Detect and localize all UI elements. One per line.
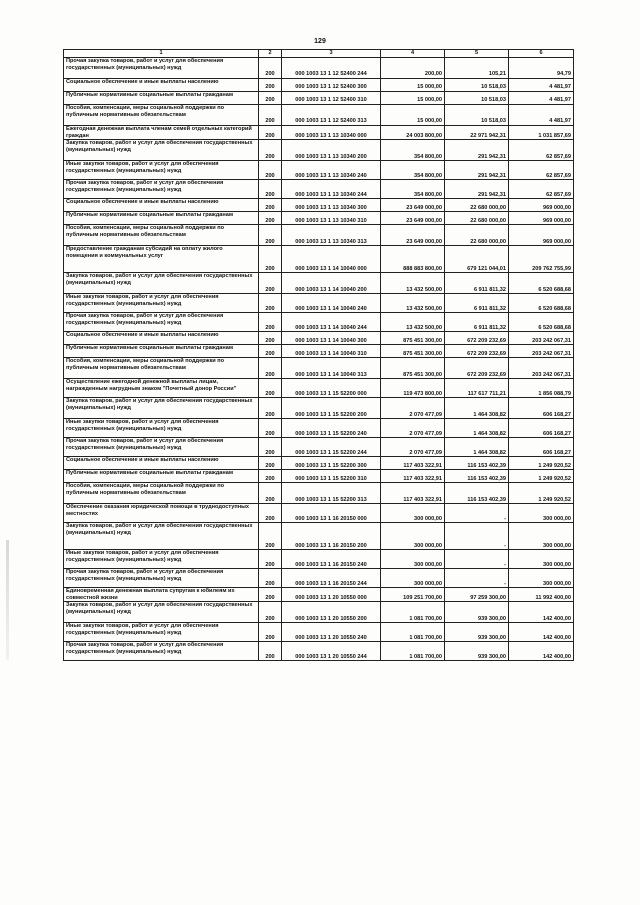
row-executed-cell: 116 153 402,39	[445, 483, 509, 504]
row-name-cell: Иные закупки товаров, работ и услуг для обеспечения государственных (муниципальных) нужд	[64, 623, 259, 642]
row-remaining-cell: 209 762 755,99	[509, 246, 574, 273]
table-row	[64, 470, 574, 483]
row-planned-cell: 13 432 500,00	[381, 313, 445, 332]
row-code-cell: 200	[259, 419, 282, 438]
row-name-cell: Единовременная денежная выплата супругам к юбилеям их совместной жизни	[64, 588, 259, 602]
header-cell: 1	[64, 50, 259, 58]
table-row	[64, 180, 574, 199]
row-code-cell: 200	[259, 483, 282, 504]
table-row	[64, 483, 574, 504]
row-remaining-cell: 1 249 920,52	[509, 457, 574, 470]
row-planned-cell: 2 070 477,09	[381, 419, 445, 438]
row-name-cell: Публичные нормативные социальные выплаты гражданам	[64, 92, 259, 105]
row-name-cell: Иные закупки товаров, работ и услуг для обеспечения государственных (муниципальных) нужд	[64, 419, 259, 438]
row-kbk-cell: 000 1003 13 1 15 52200 300	[282, 457, 381, 470]
row-remaining-cell: 4 481,97	[509, 105, 574, 126]
row-kbk-cell: 000 1003 13 1 13 10340 300	[282, 199, 381, 212]
row-executed-cell: 22 680 000,00	[445, 199, 509, 212]
row-executed-cell: -	[445, 504, 509, 523]
row-remaining-cell: 969 000,00	[509, 199, 574, 212]
row-kbk-cell: 000 1003 13 1 13 10340 313	[282, 225, 381, 246]
table-row	[64, 212, 574, 225]
row-remaining-cell: 6 520 688,68	[509, 313, 574, 332]
row-kbk-cell: 000 1003 13 1 15 52200 244	[282, 438, 381, 457]
row-planned-cell: 117 403 322,91	[381, 457, 445, 470]
header-cell: 5	[445, 50, 509, 58]
header-cell: 4	[381, 50, 445, 58]
row-planned-cell: 109 251 700,00	[381, 588, 445, 602]
row-name-cell: Иные закупки товаров, работ и услуг для обеспечения государственных (муниципальных) нужд	[64, 161, 259, 180]
row-kbk-cell: 000 1003 13 1 20 10550 000	[282, 588, 381, 602]
row-name-cell: Иные закупки товаров, работ и услуг для обеспечения государственных (муниципальных) нужд	[64, 294, 259, 313]
row-executed-cell: 291 942,31	[445, 140, 509, 161]
table-row	[64, 313, 574, 332]
row-executed-cell: 939 300,00	[445, 623, 509, 642]
row-kbk-cell: 000 1003 13 1 12 52400 300	[282, 79, 381, 92]
row-code-cell: 200	[259, 523, 282, 550]
row-planned-cell: 354 800,00	[381, 180, 445, 199]
row-kbk-cell: 000 1003 13 1 13 10340 310	[282, 212, 381, 225]
row-executed-cell: 97 259 300,00	[445, 588, 509, 602]
table-row	[64, 105, 574, 126]
row-planned-cell: 354 800,00	[381, 140, 445, 161]
table-row	[64, 457, 574, 470]
row-code-cell: 200	[259, 225, 282, 246]
row-remaining-cell: 606 168,27	[509, 438, 574, 457]
table-row	[64, 294, 574, 313]
row-planned-cell: 300 000,00	[381, 504, 445, 523]
row-executed-cell: 291 942,31	[445, 180, 509, 199]
row-executed-cell: 10 518,03	[445, 105, 509, 126]
row-remaining-cell: 1 249 920,52	[509, 483, 574, 504]
row-name-cell: Ежегодная денежная выплата членам семей отдельных категорий граждан	[64, 126, 259, 140]
row-code-cell: 200	[259, 92, 282, 105]
row-name-cell: Социальное обеспечение и иные выплаты населению	[64, 332, 259, 345]
row-code-cell: 200	[259, 105, 282, 126]
row-remaining-cell: 62 857,69	[509, 161, 574, 180]
table-row	[64, 379, 574, 398]
table-row	[64, 199, 574, 212]
row-code-cell: 200	[259, 332, 282, 345]
table-row	[64, 58, 574, 79]
row-code-cell: 200	[259, 457, 282, 470]
row-code-cell: 200	[259, 358, 282, 379]
row-code-cell: 200	[259, 313, 282, 332]
row-planned-cell: 15 000,00	[381, 92, 445, 105]
row-executed-cell: 116 153 402,39	[445, 457, 509, 470]
table-body	[64, 58, 574, 661]
row-planned-cell: 300 000,00	[381, 550, 445, 569]
table-row	[64, 504, 574, 523]
row-code-cell: 200	[259, 379, 282, 398]
row-executed-cell: 291 942,31	[445, 161, 509, 180]
row-planned-cell: 117 403 322,91	[381, 483, 445, 504]
row-executed-cell: 10 518,03	[445, 79, 509, 92]
row-planned-cell: 23 649 000,00	[381, 212, 445, 225]
row-remaining-cell: 1 031 857,69	[509, 126, 574, 140]
row-executed-cell: 672 209 232,69	[445, 358, 509, 379]
row-kbk-cell: 000 1003 13 1 13 10340 200	[282, 140, 381, 161]
row-kbk-cell: 000 1003 13 1 14 10040 313	[282, 358, 381, 379]
row-kbk-cell: 000 1003 13 1 20 10550 244	[282, 642, 381, 661]
row-name-cell: Прочая закупка товаров, работ и услуг для обеспечения государственных (муниципальных) нужд	[64, 569, 259, 588]
table-row	[64, 623, 574, 642]
row-name-cell: Прочая закупка товаров, работ и услуг для обеспечения государственных (муниципальных) нужд	[64, 438, 259, 457]
row-planned-cell: 200,00	[381, 58, 445, 79]
row-planned-cell: 354 800,00	[381, 161, 445, 180]
row-kbk-cell: 000 1003 13 1 16 20150 000	[282, 504, 381, 523]
row-name-cell: Социальное обеспечение и иные выплаты населению	[64, 79, 259, 92]
row-code-cell: 200	[259, 246, 282, 273]
row-remaining-cell: 142 400,00	[509, 642, 574, 661]
row-executed-cell: -	[445, 569, 509, 588]
row-kbk-cell: 000 1003 13 1 13 10340 244	[282, 180, 381, 199]
row-name-cell: Закупка товаров, работ и услуг для обеспечения государственных (муниципальных) нужд	[64, 523, 259, 550]
row-remaining-cell: 4 481,97	[509, 79, 574, 92]
row-remaining-cell: 6 520 688,68	[509, 294, 574, 313]
row-kbk-cell: 000 1003 13 1 14 10040 200	[282, 273, 381, 294]
row-executed-cell: 105,21	[445, 58, 509, 79]
row-planned-cell: 1 081 700,00	[381, 623, 445, 642]
row-remaining-cell: 62 857,69	[509, 180, 574, 199]
row-code-cell: 200	[259, 273, 282, 294]
row-code-cell: 200	[259, 504, 282, 523]
row-code-cell: 200	[259, 294, 282, 313]
row-name-cell: Прочая закупка товаров, работ и услуг для обеспечения государственных (муниципальных) нужд	[64, 180, 259, 199]
row-planned-cell: 2 070 477,09	[381, 438, 445, 457]
header-row	[64, 50, 574, 58]
row-kbk-cell: 000 1003 13 1 15 52200 313	[282, 483, 381, 504]
row-name-cell: Закупка товаров, работ и услуг для обеспечения государственных (муниципальных) нужд	[64, 602, 259, 623]
row-planned-cell: 24 003 800,00	[381, 126, 445, 140]
row-planned-cell: 13 432 500,00	[381, 273, 445, 294]
row-kbk-cell: 000 1003 13 1 14 10040 240	[282, 294, 381, 313]
table-row	[64, 642, 574, 661]
row-code-cell: 200	[259, 126, 282, 140]
row-remaining-cell: 1 249 920,52	[509, 470, 574, 483]
row-kbk-cell: 000 1003 13 1 12 52400 310	[282, 92, 381, 105]
row-remaining-cell: 300 000,00	[509, 504, 574, 523]
row-name-cell: Осуществление ежегодной денежной выплаты лицам, награжденным нагрудным знаком "Почетный донор России"	[64, 379, 259, 398]
row-code-cell: 200	[259, 58, 282, 79]
table-row	[64, 550, 574, 569]
row-name-cell: Закупка товаров, работ и услуг для обеспечения государственных (муниципальных) нужд	[64, 273, 259, 294]
row-executed-cell: 116 153 402,39	[445, 470, 509, 483]
row-name-cell: Публичные нормативные социальные выплаты гражданам	[64, 345, 259, 358]
table-row	[64, 225, 574, 246]
row-kbk-cell: 000 1003 13 1 14 10040 244	[282, 313, 381, 332]
row-remaining-cell: 94,79	[509, 58, 574, 79]
row-name-cell: Социальное обеспечение и иные выплаты населению	[64, 457, 259, 470]
row-planned-cell: 875 451 300,00	[381, 345, 445, 358]
row-executed-cell: 10 518,03	[445, 92, 509, 105]
table-row	[64, 569, 574, 588]
row-planned-cell: 117 403 322,91	[381, 470, 445, 483]
row-code-cell: 200	[259, 588, 282, 602]
table-row	[64, 79, 574, 92]
row-planned-cell: 888 883 800,00	[381, 246, 445, 273]
row-code-cell: 200	[259, 642, 282, 661]
row-executed-cell: 22 971 942,31	[445, 126, 509, 140]
row-name-cell: Публичные нормативные социальные выплаты гражданам	[64, 212, 259, 225]
row-remaining-cell: 4 481,97	[509, 92, 574, 105]
table-header	[64, 50, 574, 58]
row-code-cell: 200	[259, 140, 282, 161]
row-code-cell: 200	[259, 79, 282, 92]
row-name-cell: Прочая закупка товаров, работ и услуг для обеспечения государственных (муниципальных) нужд	[64, 642, 259, 661]
row-code-cell: 200	[259, 569, 282, 588]
table-row	[64, 140, 574, 161]
table-row	[64, 438, 574, 457]
row-executed-cell: 672 209 232,69	[445, 345, 509, 358]
row-executed-cell: -	[445, 550, 509, 569]
row-kbk-cell: 000 1003 13 1 14 10040 300	[282, 332, 381, 345]
row-kbk-cell: 000 1003 13 1 16 20150 240	[282, 550, 381, 569]
row-kbk-cell: 000 1003 13 1 14 10040 310	[282, 345, 381, 358]
row-planned-cell: 875 451 300,00	[381, 358, 445, 379]
row-remaining-cell: 6 520 688,68	[509, 273, 574, 294]
row-name-cell: Социальное обеспечение и иные выплаты населению	[64, 199, 259, 212]
row-executed-cell: 117 617 711,21	[445, 379, 509, 398]
table-row	[64, 126, 574, 140]
row-code-cell: 200	[259, 623, 282, 642]
row-name-cell: Публичные нормативные социальные выплаты гражданам	[64, 470, 259, 483]
row-remaining-cell: 1 856 088,79	[509, 379, 574, 398]
row-code-cell: 200	[259, 212, 282, 225]
row-executed-cell: 22 680 000,00	[445, 212, 509, 225]
row-kbk-cell: 000 1003 13 1 12 52400 313	[282, 105, 381, 126]
row-name-cell: Пособия, компенсации, меры социальной поддержки по публичным нормативным обязательствам	[64, 105, 259, 126]
row-name-cell: Закупка товаров, работ и услуг для обеспечения государственных (муниципальных) нужд	[64, 140, 259, 161]
table-row	[64, 419, 574, 438]
row-name-cell: Предоставление гражданам субсидий на оплату жилого помещения и коммунальных услуг	[64, 246, 259, 273]
row-remaining-cell: 62 857,69	[509, 140, 574, 161]
table-row	[64, 92, 574, 105]
table-row	[64, 161, 574, 180]
table-row	[64, 588, 574, 602]
table-row	[64, 523, 574, 550]
row-kbk-cell: 000 1003 13 1 15 52200 310	[282, 470, 381, 483]
row-kbk-cell: 000 1003 13 1 20 10550 240	[282, 623, 381, 642]
header-cell: 3	[282, 50, 381, 58]
row-name-cell: Закупка товаров, работ и услуг для обеспечения государственных (муниципальных) нужд	[64, 398, 259, 419]
row-executed-cell: 22 680 000,00	[445, 225, 509, 246]
row-planned-cell: 119 473 800,00	[381, 379, 445, 398]
row-remaining-cell: 606 168,27	[509, 419, 574, 438]
row-name-cell: Обеспечение оказания юридической помощи в труднодоступных местностях	[64, 504, 259, 523]
row-executed-cell: 672 209 232,69	[445, 332, 509, 345]
row-remaining-cell: 203 242 067,31	[509, 358, 574, 379]
table-row	[64, 602, 574, 623]
table-row	[64, 332, 574, 345]
row-executed-cell: 6 911 811,32	[445, 294, 509, 313]
row-executed-cell: 679 121 044,01	[445, 246, 509, 273]
row-code-cell: 200	[259, 161, 282, 180]
row-planned-cell: 300 000,00	[381, 523, 445, 550]
budget-table	[63, 49, 574, 661]
table-row	[64, 345, 574, 358]
row-remaining-cell: 606 168,27	[509, 398, 574, 419]
row-kbk-cell: 000 1003 13 1 13 10340 000	[282, 126, 381, 140]
row-name-cell: Пособия, компенсации, меры социальной поддержки по публичным нормативным обязательствам	[64, 225, 259, 246]
row-executed-cell: 1 464 308,82	[445, 419, 509, 438]
row-planned-cell: 2 070 477,09	[381, 398, 445, 419]
page-number: 129	[314, 38, 326, 45]
row-name-cell: Прочая закупка товаров, работ и услуг для обеспечения государственных (муниципальных) нужд	[64, 313, 259, 332]
row-remaining-cell: 142 400,00	[509, 623, 574, 642]
row-remaining-cell: 142 400,00	[509, 602, 574, 623]
row-name-cell: Пособия, компенсации, меры социальной поддержки по публичным нормативным обязательствам	[64, 483, 259, 504]
row-code-cell: 200	[259, 470, 282, 483]
header-cell: 6	[509, 50, 574, 58]
row-planned-cell: 300 000,00	[381, 569, 445, 588]
row-remaining-cell: 300 000,00	[509, 550, 574, 569]
row-executed-cell: -	[445, 523, 509, 550]
row-executed-cell: 6 911 811,32	[445, 273, 509, 294]
row-kbk-cell: 000 1003 13 1 15 52200 200	[282, 398, 381, 419]
row-planned-cell: 23 649 000,00	[381, 225, 445, 246]
row-code-cell: 200	[259, 345, 282, 358]
table-row	[64, 358, 574, 379]
row-name-cell: Иные закупки товаров, работ и услуг для обеспечения государственных (муниципальных) нужд	[64, 550, 259, 569]
row-remaining-cell: 969 000,00	[509, 212, 574, 225]
scan-artifact	[6, 540, 9, 660]
row-executed-cell: 1 464 308,82	[445, 398, 509, 419]
row-code-cell: 200	[259, 199, 282, 212]
row-executed-cell: 939 300,00	[445, 642, 509, 661]
row-planned-cell: 13 432 500,00	[381, 294, 445, 313]
row-kbk-cell: 000 1003 13 1 16 20150 244	[282, 569, 381, 588]
row-kbk-cell: 000 1003 13 1 15 52200 000	[282, 379, 381, 398]
row-remaining-cell: 969 000,00	[509, 225, 574, 246]
row-remaining-cell: 300 000,00	[509, 569, 574, 588]
row-code-cell: 200	[259, 438, 282, 457]
header-cell: 2	[259, 50, 282, 58]
row-planned-cell: 15 000,00	[381, 105, 445, 126]
row-planned-cell: 15 000,00	[381, 79, 445, 92]
row-kbk-cell: 000 1003 13 1 16 20150 200	[282, 523, 381, 550]
table-row	[64, 246, 574, 273]
row-executed-cell: 939 300,00	[445, 602, 509, 623]
row-planned-cell: 1 081 700,00	[381, 602, 445, 623]
row-code-cell: 200	[259, 180, 282, 199]
row-remaining-cell: 203 242 067,31	[509, 345, 574, 358]
table-row	[64, 273, 574, 294]
row-name-cell: Прочая закупка товаров, работ и услуг для обеспечения государственных (муниципальных) нужд	[64, 58, 259, 79]
row-code-cell: 200	[259, 398, 282, 419]
row-planned-cell: 875 451 300,00	[381, 332, 445, 345]
row-name-cell: Пособия, компенсации, меры социальной поддержки по публичным нормативным обязательствам	[64, 358, 259, 379]
row-remaining-cell: 300 000,00	[509, 523, 574, 550]
row-code-cell: 200	[259, 550, 282, 569]
row-kbk-cell: 000 1003 13 1 14 10040 000	[282, 246, 381, 273]
row-executed-cell: 1 464 308,82	[445, 438, 509, 457]
row-planned-cell: 23 649 000,00	[381, 199, 445, 212]
row-planned-cell: 1 081 700,00	[381, 642, 445, 661]
row-kbk-cell: 000 1003 13 1 13 10340 240	[282, 161, 381, 180]
row-kbk-cell: 000 1003 13 1 20 10550 200	[282, 602, 381, 623]
row-kbk-cell: 000 1003 13 1 12 52400 244	[282, 58, 381, 79]
row-remaining-cell: 11 992 400,00	[509, 588, 574, 602]
row-remaining-cell: 203 242 067,31	[509, 332, 574, 345]
row-kbk-cell: 000 1003 13 1 15 52200 240	[282, 419, 381, 438]
table-row	[64, 398, 574, 419]
row-code-cell: 200	[259, 602, 282, 623]
row-executed-cell: 6 911 811,32	[445, 313, 509, 332]
